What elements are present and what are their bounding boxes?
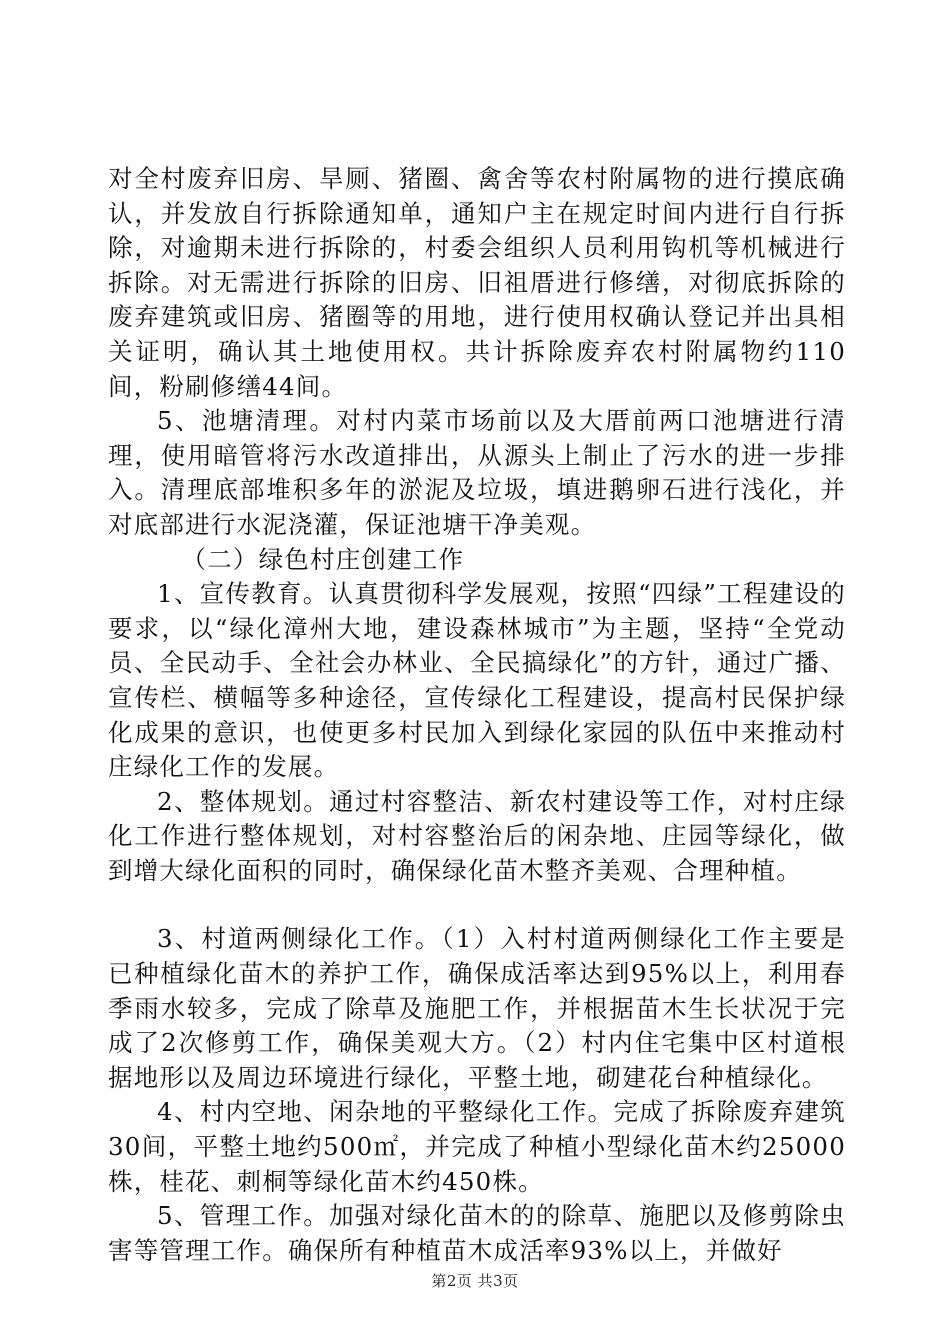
paragraph-publicity-education: 1、宣传教育。认真贯彻科学发展观，按照“四绿”工程建设的要求，以“绿化漳州大地，建设森林城市”为主题，坚持“全党动员、全民动手、全社会办林业、全民搞绿化”的方针，通过广播、宣传栏、横幅等多种途径，宣传绿化工程建设，提高村民保护绿化成果的意识，也使更多村民加入到绿化家园的队伍中来推动村庄绿化工作的发展。 [108,579,846,782]
paragraph-management: 5、管理工作。加强对绿化苗木的的除草、施肥以及修剪除虫害等管理工作。确保所有种植苗木成活率93%以上，并做好 [108,1201,846,1265]
paragraph-vacant-land-greening: 4、村内空地、闲杂地的平整绿化工作。完成了拆除废弃建筑30间，平整土地约500㎡，并完成了种植小型绿化苗木约25000株，桂花、刺桐等绿化苗木约450株。 [108,1097,846,1196]
section-heading-green-village: （二）绿色村庄创建工作 [181,544,465,574]
paragraph-demolition-continued: 对全村废弃旧房、旱厕、猪圈、禽舍等农村附属物的进行摸底确认，并发放自行拆除通知单，通知户主在规定时间内进行自行拆除，对逾期未进行拆除的，村委会组织人员利用钩机等机械进行拆除。对无需进行拆除的旧房、旧祖厝进行修缮，对彻底拆除的废弃建筑或旧房、猪圈等的用地，进行使用权确认登记并出具相关证明，确认其土地使用权。共计拆除废弃农村附属物约110间，粉刷修缮44间。 [108,164,846,401]
paragraph-overall-planning: 2、整体规划。通过村容整洁、新农村建设等工作，对村庄绿化工作进行整体规划，对村容整治后的闲杂地、庄园等绿化，做到增大绿化面积的同时，确保绿化苗木整齐美观、合理种植。 [108,786,846,885]
page-number-footer: 第2页 共3页 [431,1272,519,1290]
document-body [108,162,846,1268]
paragraph-roadside-greening: 3、村道两侧绿化工作。（1）入村村道两侧绿化工作主要是已种植绿化苗木的养护工作，确保成活率达到95%以上，利用春季雨水较多，完成了除草及施肥工作，并根据苗木生长状况于完成了2次修剪工作，确保美观大方。（2）村内住宅集中区村道根据地形以及周边环境进行绿化，平整土地，砌建花台种植绿化。 [108,924,846,1092]
paragraph-pond-cleaning: 5、池塘清理。对村内菜市场前以及大厝前两口池塘进行清理，使用暗管将污水改道排出，从源头上制止了污水的进一步排入。清理底部堆积多年的淤泥及垃圾，填进鹅卵石进行浅化，并对底部进行水泥浇灌，保证池塘干净美观。 [108,406,846,539]
